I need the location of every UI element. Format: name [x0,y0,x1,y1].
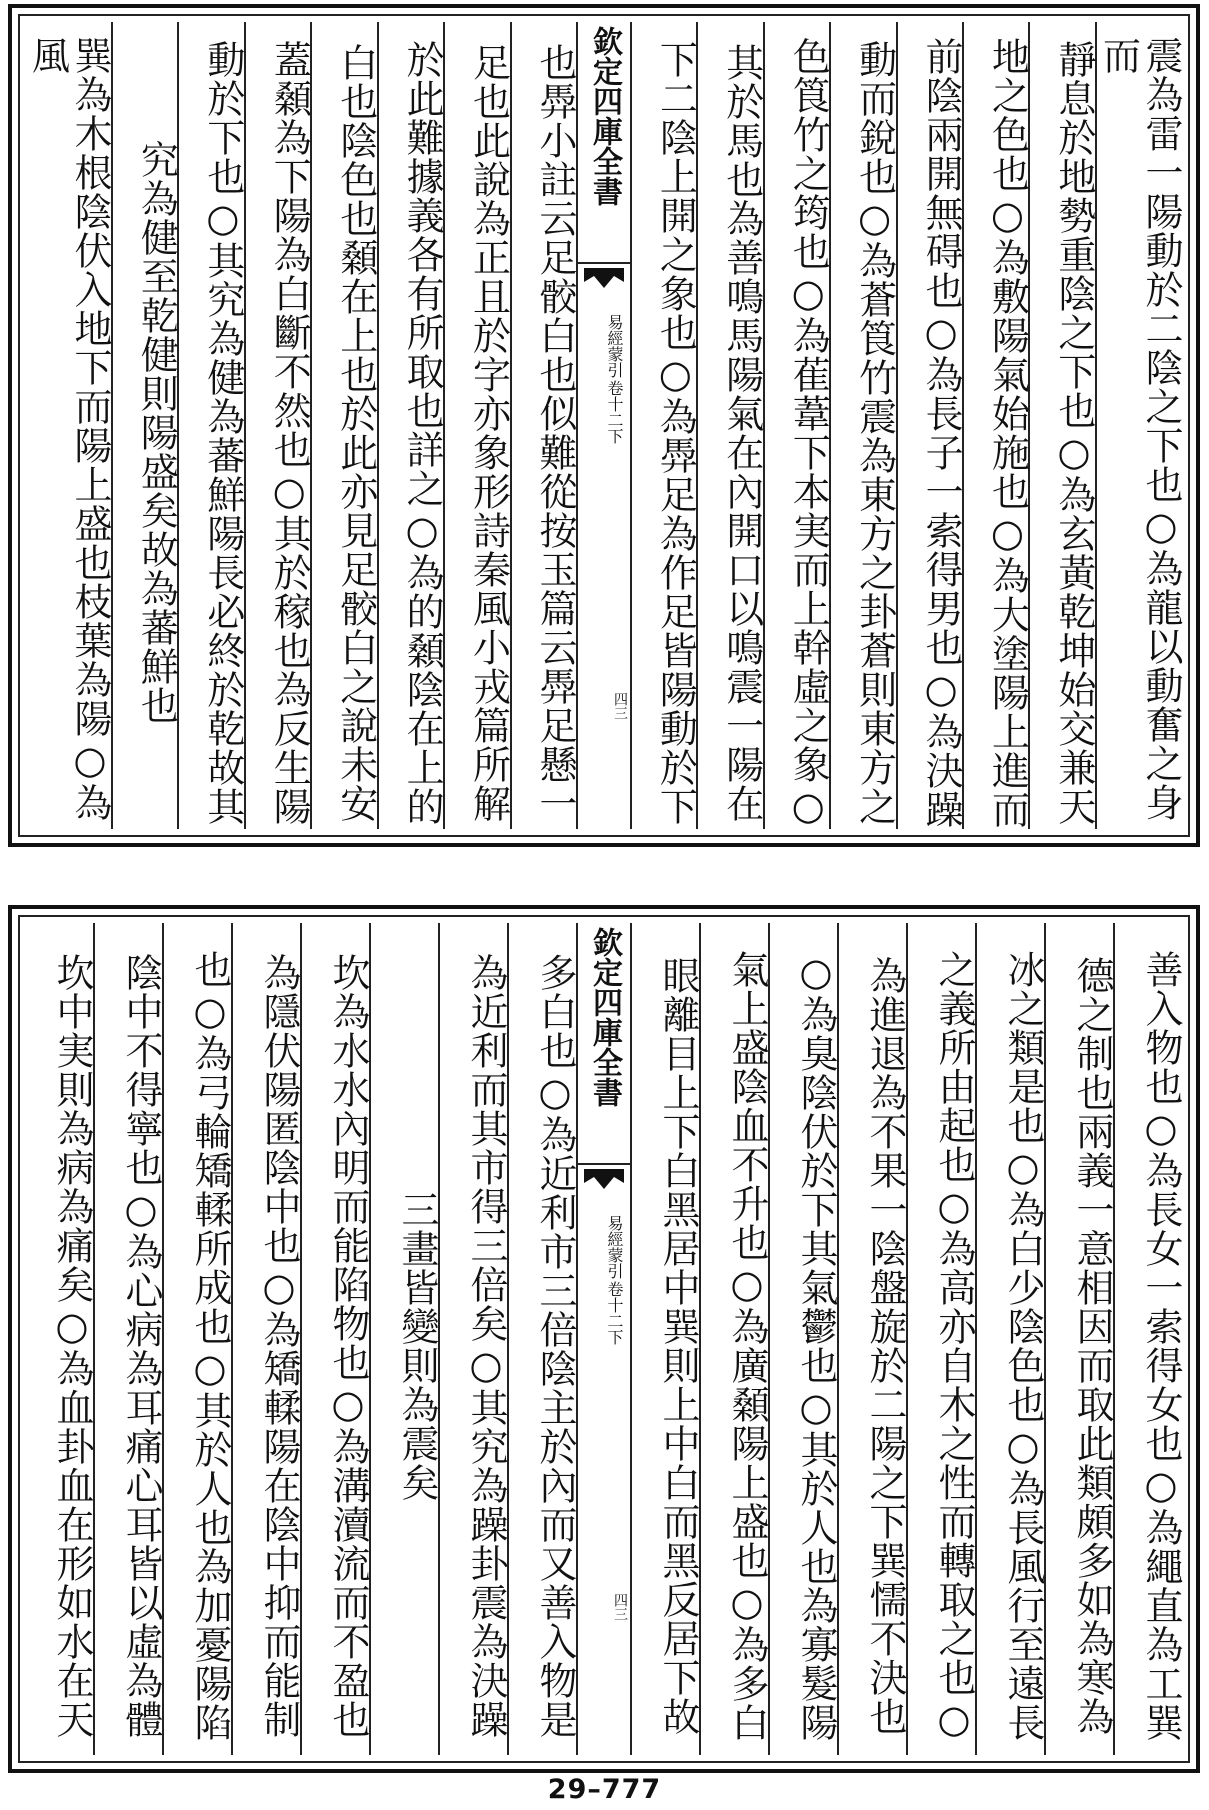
text-column: 德之制也兩義一意相因而取此類頗多如為寒為 [1046,923,1115,1755]
fish-tail-ornament-icon [584,1169,624,1209]
text-column: 三畫皆變則為震矣 [371,923,440,1755]
text-column: 究為健至乾健則陽盛矣故為蕃鮮也 [113,22,179,829]
text-column: 氣上盛陰血不升也○為廣顙陽上盛也○為多白 [701,923,770,1755]
text-column: 巽為木根陰伏入地下而陽上盛也枝葉為陽○為風 [26,22,113,829]
text-column: 也○為弓輪矯輮所成也○其於人也為加憂陽陷 [164,923,233,1755]
text-column: 震為雷一陽動於二陰之下也○為龍以動奮之身而 [1096,36,1183,822]
center-spine [578,923,632,1755]
text-column: 動於下也○其究為健為蕃鮮陽長必終於乾故其 [179,22,245,829]
text-column: 動而銳也○為蒼筤竹震為東方之卦蒼則東方之 [831,22,897,829]
library-label: 欽定四庫全書 [578,26,630,264]
spine-volume-info [586,1215,622,1345]
spine-volume-info [586,314,622,444]
text-column: 多白也○為近利市三倍陰主於內而又善入物是 [509,923,578,1755]
page-number: 四三 [612,1593,628,1621]
text-column: 足也此說為正且於字亦象形詩秦風小戎篇所解 [445,22,511,829]
volume-label: 卷十二下 [604,380,624,444]
text-column: 坎中実則為病為痛矣○為血卦血在形如水在天 [26,923,95,1755]
text-column: 白也陰色也顙在上也於此亦見足骹白之說未安 [312,22,378,829]
volume-label: 卷十二下 [605,1281,624,1345]
text-column: 善入物也○為長女一索得女也○為繩直為工巽 [1139,950,1183,1742]
text-column: 其於馬也為善鳴馬陽氣在內開口以鳴震一陽在 [698,22,764,829]
book-title-label: 易經蒙引 [604,314,624,378]
text-column: 坎為水水內明而能陷物也○為溝瀆流而不盈也 [302,923,371,1755]
text-column: 冰之類是也○為白少陰色也○為長風行至遠長 [977,923,1046,1755]
text-column: 眼離目上下白黑居中巽則上中白而黑反居下故 [632,923,701,1755]
library-label: 欽定四庫全書 [578,927,630,1165]
page-number: 四三 [611,692,628,720]
page-reference: 29–777 [547,1774,662,1805]
center-spine [578,22,632,829]
text-column: 為近利而其市得三倍矣○其究為躁卦震為決躁 [440,923,509,1755]
text-column: 色筤竹之筠也○為萑葦下本実而上幹虛之象○ [765,22,831,829]
text-column: 於此難據義各有所取也詳之○為的顙陰在上的 [379,22,445,829]
text-column: 前陰兩開無碍也○為長子一索得男也○為決躁 [898,22,964,829]
text-column: 地之色也○為敷陽氣始施也○為大塗陽上進而 [964,22,1030,829]
page-bottom [8,905,1200,1773]
text-column: 為隱伏陽匿陰中也○為矯輮陽在陰中抑而能制 [233,923,302,1755]
fish-tail-ornament-icon [584,268,624,308]
book-title-label: 易經蒙引 [605,1215,624,1279]
text-column: 之義所由起也○為高亦自木之性而轉取之也○ [908,923,977,1755]
page-top [8,4,1200,847]
text-column: 靜息於地勢重陰之下也○為玄黃乾坤始交兼天 [1030,22,1096,829]
text-column: ○為臭陰伏於下其氣鬱也○其於人也為寡髮陽 [770,923,839,1755]
text-column: 蓋顙為下陽為白斷不然也○其於稼也為反生陽 [246,22,312,829]
text-columns-top [26,22,1182,829]
text-columns-bottom [26,923,1182,1755]
text-column: 也馵小註云足骹白也似難從按玉篇云馵足懸一 [512,22,578,829]
text-column: 下二陰上開之象也○為馵足為作足皆陽動於下 [632,22,698,829]
text-column: 為進退為不果一陰盤旋於二陽之下巽懦不決也 [839,923,908,1755]
text-column: 陰中不得寧也○為心病為耳痛心耳皆以虛為體 [95,923,164,1755]
